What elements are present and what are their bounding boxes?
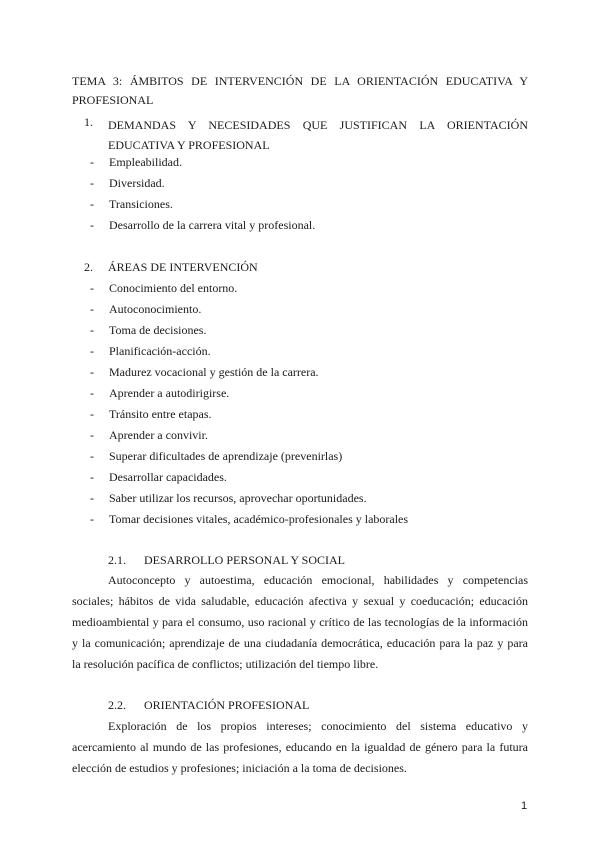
list-item-text: Desarrollo de la carrera vital y profesional. — [109, 218, 316, 232]
dash-marker: - — [90, 449, 94, 463]
dash-marker: - — [90, 386, 94, 400]
dash-marker: - — [90, 302, 94, 316]
list-item-text: Aprender a autodirigirse. — [109, 386, 230, 400]
list-item-text: Diversidad. — [109, 176, 165, 190]
section-2-number: 2. — [84, 260, 93, 274]
dash-marker: - — [90, 323, 94, 337]
page-number: 1 — [521, 800, 528, 812]
list-item-text: Saber utilizar los recursos, aprovechar oportunidades. — [109, 491, 367, 505]
dash-marker: - — [90, 365, 94, 379]
paragraph-line: Autoconcepto y autoestima, educación emocional, habilidades y competencias — [108, 573, 528, 587]
paragraph-line: Exploración de los propios intereses; conocimiento del sistema educativo y — [108, 719, 528, 733]
section-1-heading-line-2: EDUCATIVA Y PROFESIONAL — [108, 138, 270, 152]
title-line-2: PROFESIONAL — [72, 93, 154, 107]
dash-marker: - — [90, 407, 94, 421]
dash-marker: - — [90, 512, 94, 526]
dash-marker: - — [90, 197, 94, 211]
list-item-text: Autoconocimiento. — [109, 302, 202, 316]
paragraph-line: sociales; hábitos de vida saludable, educación afectiva y sexual y coeducación; educación — [72, 594, 528, 608]
section-1-heading — [108, 115, 528, 155]
list-item-text: Superar dificultades de aprendizaje (prevenirlas) — [109, 449, 343, 463]
section-1-heading-line-1: DEMANDAS Y NECESIDADES QUE JUSTIFICAN LA ORIENTACIÓN — [108, 118, 528, 132]
dash-marker: - — [90, 428, 94, 442]
document-title — [72, 72, 528, 110]
title-line-1: TEMA 3: ÁMBITOS DE INTERVENCIÓN DE LA ORIENTACIÓN EDUCATIVA Y — [72, 74, 528, 88]
list-item-text: Aprender a convivir. — [109, 428, 208, 442]
list-item-text: Planificación-acción. — [109, 344, 211, 358]
subsection-2-2-heading: ORIENTACIÓN PROFESIONAL — [144, 698, 310, 712]
list-item-text: Conocimiento del entorno. — [109, 281, 238, 295]
dash-marker: - — [90, 155, 94, 169]
list-item-text: Tránsito entre etapas. — [109, 407, 212, 421]
paragraph-line: elección de estudios y profesiones; iniciación a la toma de decisiones. — [72, 761, 407, 775]
section-2-heading: ÁREAS DE INTERVENCIÓN — [108, 260, 258, 274]
list-item-text: Transiciones. — [109, 197, 173, 211]
paragraph-line: medioambiental y para el consumo, uso racional y crítico de las tecnologías de la información — [72, 615, 528, 629]
dash-marker: - — [90, 218, 94, 232]
subsection-2-1-heading: DESARROLLO PERSONAL Y SOCIAL — [144, 553, 346, 567]
section-1-number: 1. — [84, 115, 93, 129]
list-item-text: Madurez vocacional y gestión de la carrera. — [109, 365, 319, 379]
paragraph-line: y la comunicación; aprendizaje de una ciudadanía democrática, educación para la paz y para — [72, 636, 528, 650]
subsection-2-1-paragraph — [72, 570, 528, 675]
dash-marker: - — [90, 176, 94, 190]
paragraph-line: acercamiento al mundo de las profesiones, educando en la igualdad de género para la futura — [72, 740, 528, 754]
subsection-2-2-number: 2.2. — [108, 698, 126, 712]
dash-marker: - — [90, 344, 94, 358]
paragraph-line: la resolución pacífica de conflictos; utilización del tiempo libre. — [72, 657, 379, 671]
list-item-text: Toma de decisiones. — [109, 323, 207, 337]
list-item-text: Empleabilidad. — [109, 155, 182, 169]
list-item-text: Desarrollar capacidades. — [109, 470, 227, 484]
subsection-2-2-paragraph — [72, 716, 528, 779]
list-item-text: Tomar decisiones vitales, académico-profesionales y laborales — [109, 512, 409, 526]
subsection-2-1-number: 2.1. — [108, 553, 126, 567]
dash-marker: - — [90, 470, 94, 484]
dash-marker: - — [90, 281, 94, 295]
dash-marker: - — [90, 491, 94, 505]
